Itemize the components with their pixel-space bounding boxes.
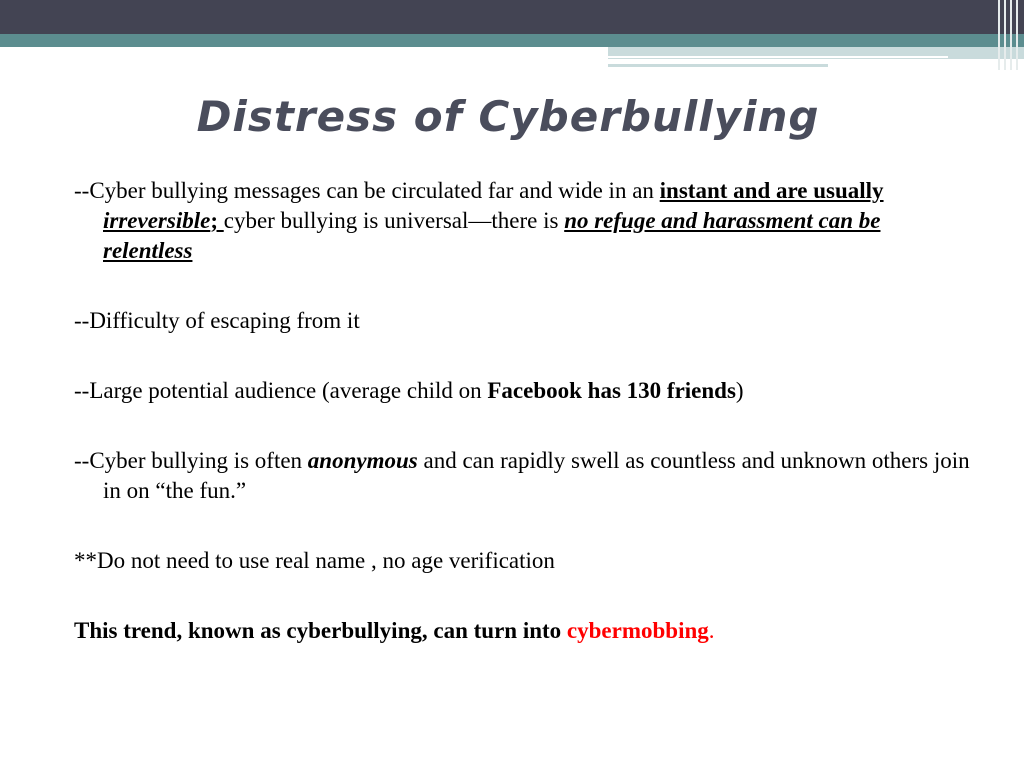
bullet-cybermobbing: This trend, known as cyberbullying, can turn into cybermobbing. <box>74 618 715 643</box>
header-band-line <box>608 56 948 58</box>
bullet-escaping: --Difficulty of escaping from it <box>74 308 360 333</box>
header-band-line <box>608 64 828 67</box>
header-band-teal <box>0 34 1024 47</box>
header-vertical-stripes <box>994 0 1024 70</box>
emphasis-instant: instant and are usually irreversible; <box>103 178 884 233</box>
bullet-anonymous: --Cyber bullying is often anonymous and can rapidly swell as countless and unknown others join in on “the fun.” <box>74 448 970 503</box>
bullet-text: --Cyber bullying messages can be circulated far and wide in an <box>74 178 660 203</box>
bullet-real-name: **Do not need to use real name , no age verification <box>74 548 555 573</box>
header-band-dark <box>0 0 1024 34</box>
emphasis-facebook: Facebook has 130 friends <box>487 378 736 403</box>
slide-body <box>74 176 974 686</box>
emphasis-cybermobbing: cybermobbing <box>566 618 709 643</box>
bullet-circulation <box>74 176 974 266</box>
bullet-audience: --Large potential audience (average child on Facebook has 130 friends) <box>74 378 744 403</box>
emphasis-anonymous: anonymous <box>307 448 418 473</box>
emphasis-no-refuge: no refuge and harassment can be relentless <box>103 208 881 263</box>
slide-title: Distress of Cyberbullying <box>196 92 820 141</box>
bullet-text: cyber bullying is universal—there is <box>223 208 565 233</box>
